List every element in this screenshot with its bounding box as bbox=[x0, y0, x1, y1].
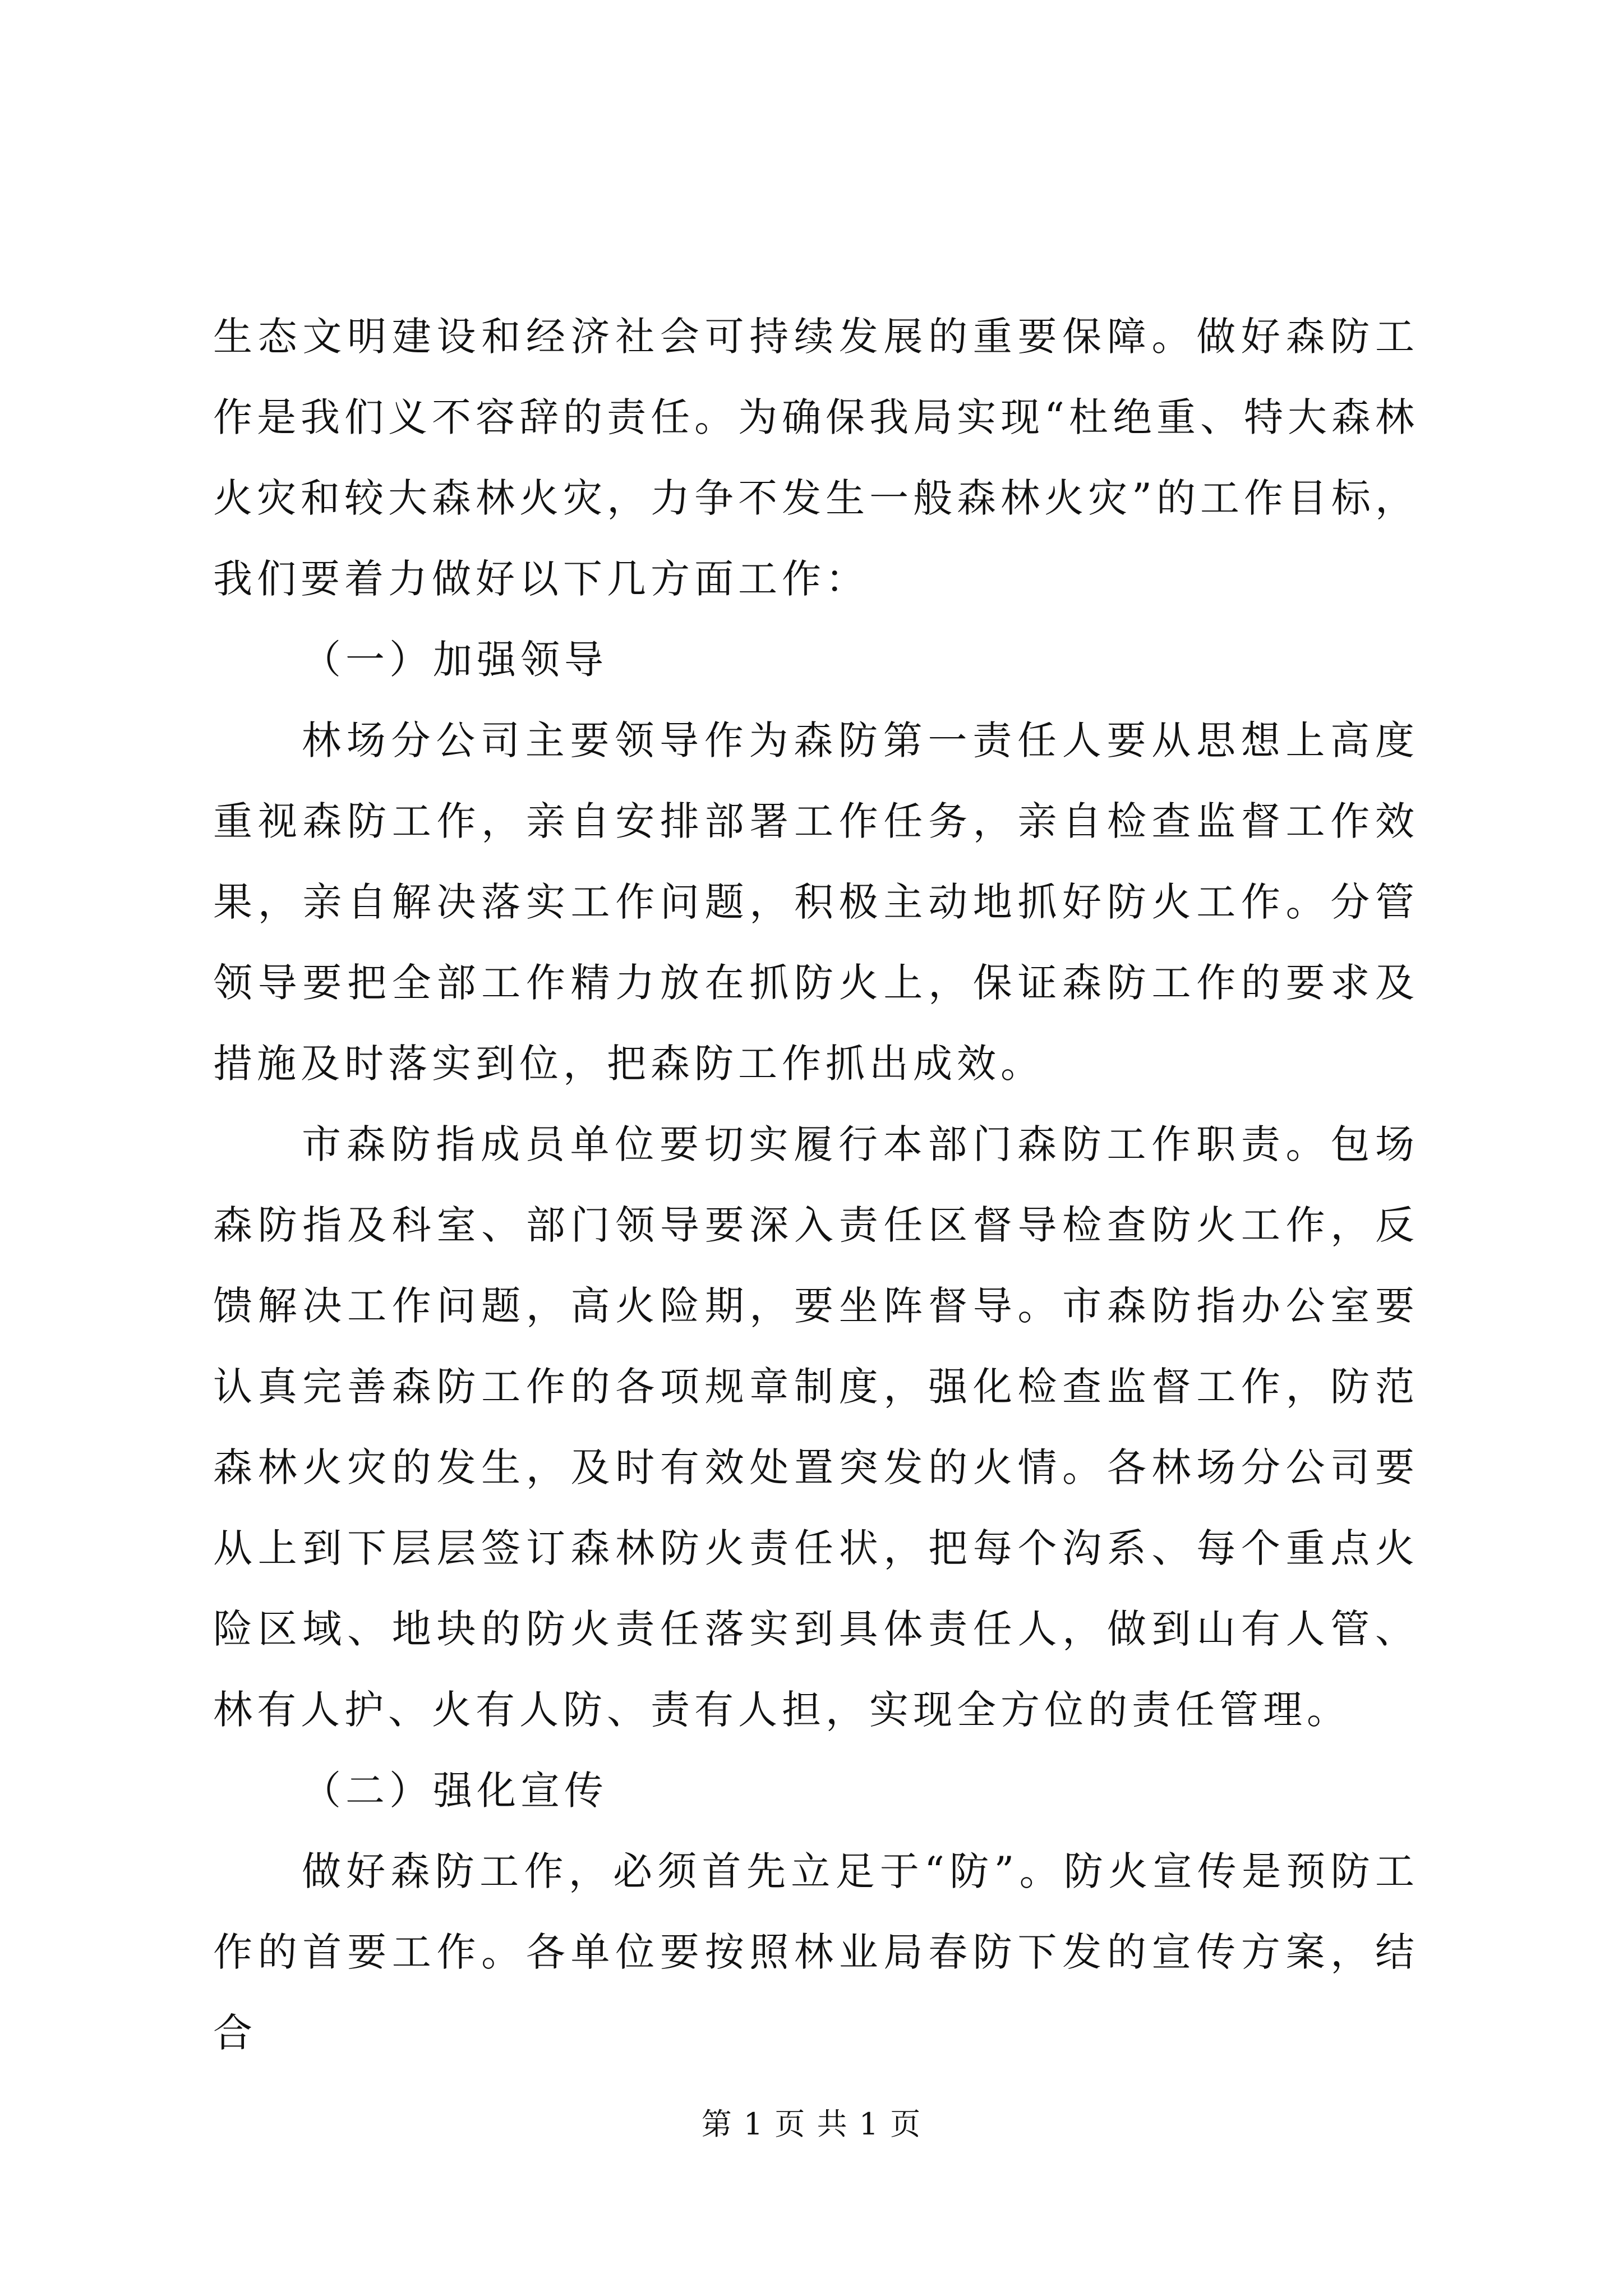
section-heading-publicity: （二）强化宣传 bbox=[302, 1768, 608, 1814]
section-heading-leadership: （一）加强领导 bbox=[302, 637, 608, 683]
page-number-footer: 第 1 页 共 1 页 bbox=[701, 2106, 922, 2142]
paragraph-publicity-1: 做好森防工作，必须首先立足于“防”。防火宣传是预防工作的首要工作。各单位要按照林业局春防下发的宣传方案，结合 bbox=[213, 1848, 1419, 2056]
paragraph-intro: 生态文明建设和经济社会可持续发展的重要保障。做好森防工作是我们义不容辞的责任。为确保我局实现“杜绝重、特大森林火灾和较大森林火灾，力争不发生一般森林火灾”的工作目标，我们要着力做好以下几方面工作： bbox=[213, 314, 1419, 602]
document-body bbox=[213, 296, 1419, 2073]
paragraph-leadership-2: 市森防指成员单位要切实履行本部门森防工作职责。包场森防指及科室、部门领导要深入责任区督导检查防火工作，反馈解决工作问题，高火险期，要坐阵督导。市森防指办公室要认真完善森防工作的各项规章制度，强化检查监督工作，防范森林火灾的发生，及时有效处置突发的火情。各林场分公司要从上到下层层签订森林防火责任状，把每个沟系、每个重点火险区域、地块的防火责任落实到具体责任人，做到山有人管、林有人护、火有人防、责有人担，实现全方位的责任管理。 bbox=[213, 1121, 1419, 1733]
paragraph-leadership-1: 林场分公司主要领导作为森防第一责任人要从思想上高度重视森防工作，亲自安排部署工作任务，亲自检查监督工作效果，亲自解决落实工作问题，积极主动地抓好防火工作。分管领导要把全部工作精力放在抓防火上，保证森防工作的要求及措施及时落实到位，把森防工作抓出成效。 bbox=[213, 717, 1419, 1087]
